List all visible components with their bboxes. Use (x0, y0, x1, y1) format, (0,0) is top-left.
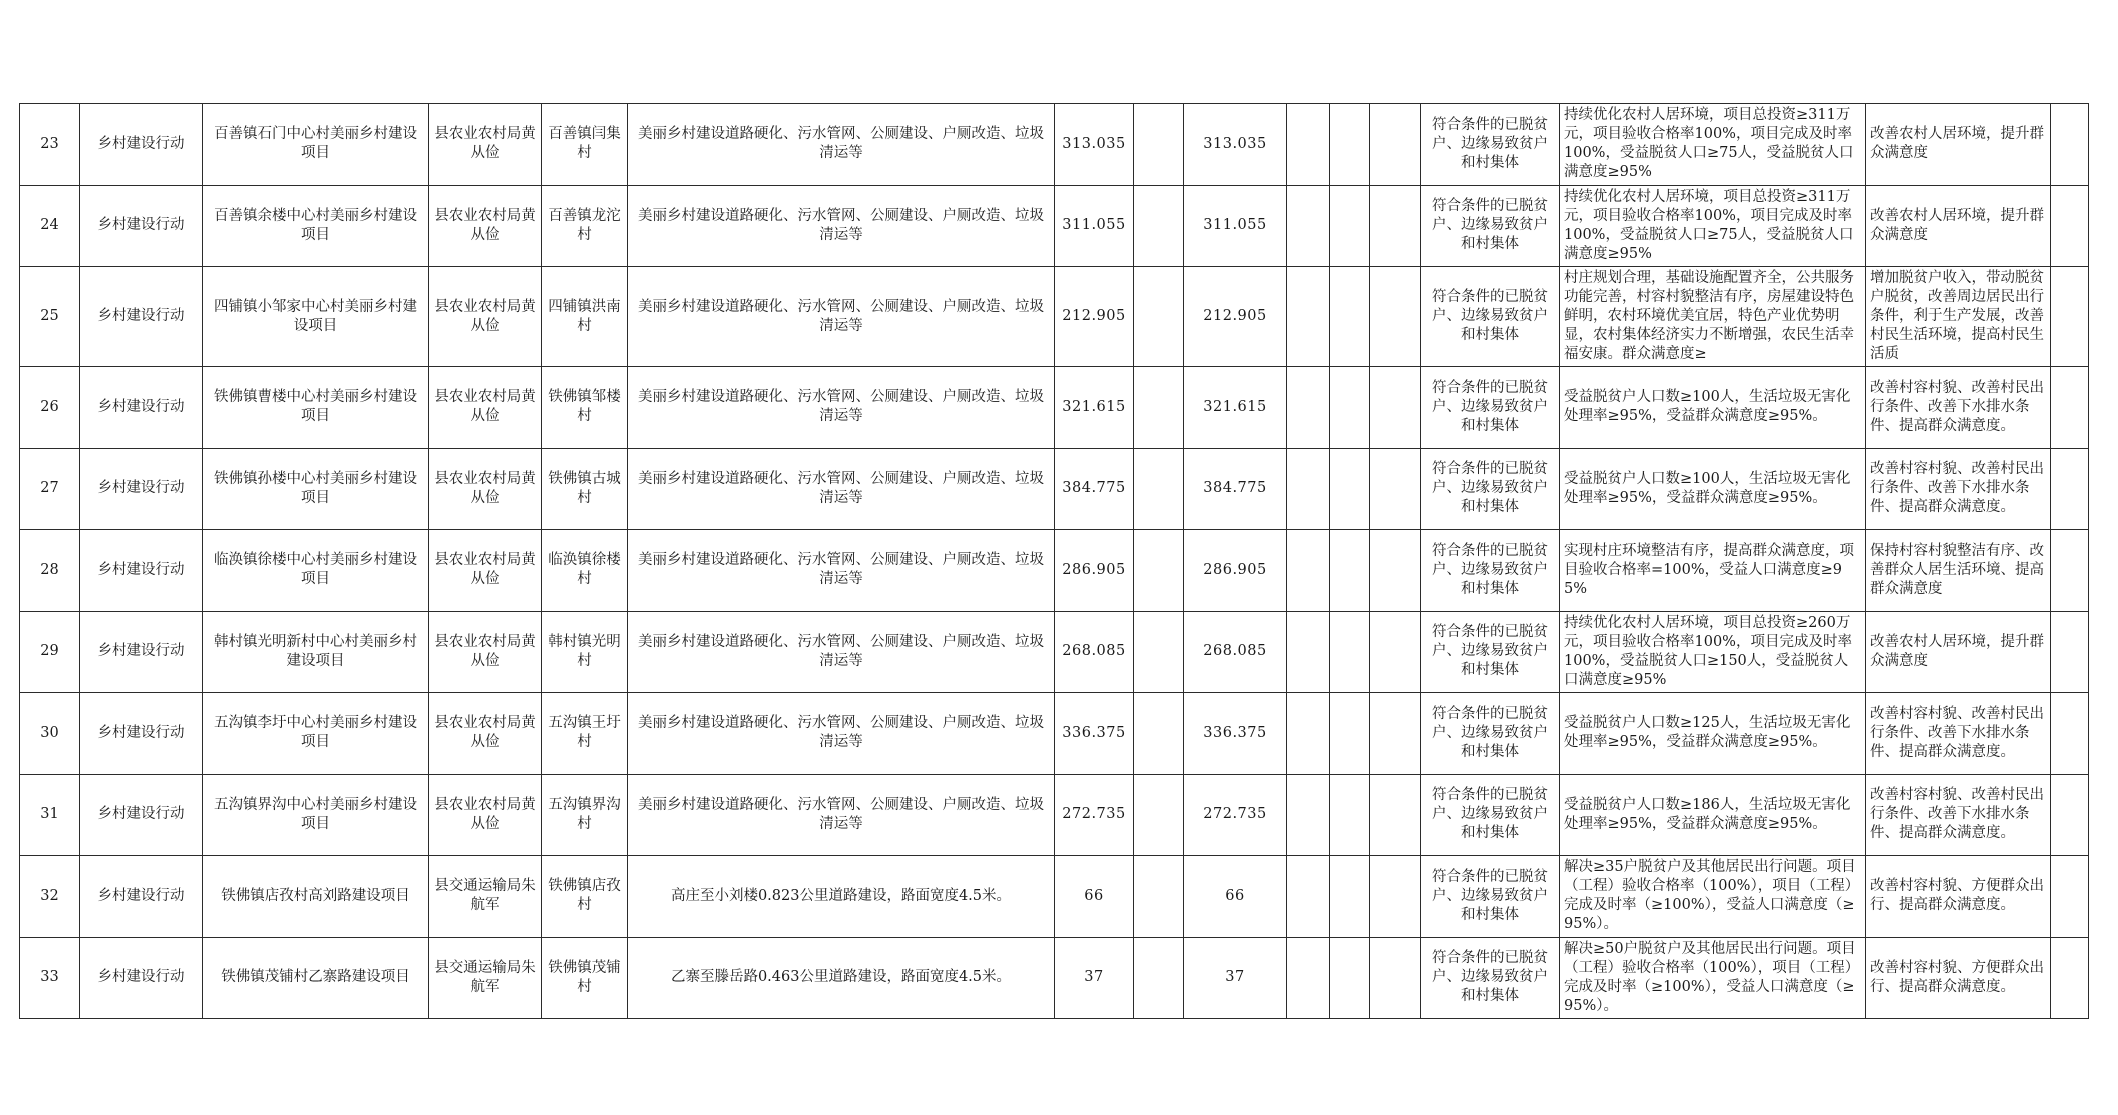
empty-cell (2051, 611, 2089, 693)
empty-cell (1287, 856, 1330, 938)
fund-amount: 37 (1184, 937, 1287, 1019)
construction-content: 美丽乡村建设道路硬化、污水管网、公厕建设、户厕改造、垃圾清运等 (628, 611, 1055, 693)
project-category: 乡村建设行动 (80, 185, 203, 267)
beneficiary-target: 符合条件的已脱贫户、边缘易致贫户和村集体 (1421, 693, 1560, 775)
responsible-unit: 县农业农村局黄从俭 (429, 774, 542, 856)
row-number: 24 (20, 185, 80, 267)
construction-content: 美丽乡村建设道路硬化、污水管网、公厕建设、户厕改造、垃圾清运等 (628, 267, 1055, 367)
project-location: 铁佛镇茂铺村 (542, 937, 628, 1019)
beneficiary-target: 符合条件的已脱贫户、边缘易致贫户和村集体 (1421, 856, 1560, 938)
benefit-mechanism: 改善村容村貌、改善村民出行条件、改善下水排水条件、提高群众满意度。 (1866, 774, 2051, 856)
project-location: 铁佛镇店孜村 (542, 856, 628, 938)
total-investment: 321.615 (1055, 367, 1134, 449)
project-table (19, 103, 2089, 1019)
project-category: 乡村建设行动 (80, 448, 203, 530)
empty-cell (1287, 367, 1330, 449)
responsible-unit: 县农业农村局黄从俭 (429, 367, 542, 449)
beneficiary-target: 符合条件的已脱贫户、边缘易致贫户和村集体 (1421, 267, 1560, 367)
row-number: 30 (20, 693, 80, 775)
construction-content: 美丽乡村建设道路硬化、污水管网、公厕建设、户厕改造、垃圾清运等 (628, 448, 1055, 530)
empty-cell (1134, 611, 1184, 693)
performance-target: 解决≥35户脱贫户及其他居民出行问题。项目（工程）验收合格率（100%），项目（工程）完成及时率（≥100%），受益人口满意度（≥95%）。 (1560, 856, 1866, 938)
table-row (20, 185, 2089, 267)
benefit-mechanism: 增加脱贫户收入，带动脱贫户脱贫，改善周边居民出行条件，利于生产发展，改善村民生活环境，提高村民生活质 (1866, 267, 2051, 367)
empty-cell (1287, 267, 1330, 367)
empty-cell (1287, 185, 1330, 267)
total-investment: 37 (1055, 937, 1134, 1019)
empty-cell (1370, 774, 1421, 856)
project-location: 四铺镇洪南村 (542, 267, 628, 367)
project-location: 临涣镇徐楼村 (542, 530, 628, 612)
project-name: 铁佛镇店孜村高刘路建设项目 (203, 856, 429, 938)
responsible-unit: 县农业农村局黄从俭 (429, 611, 542, 693)
row-number: 29 (20, 611, 80, 693)
project-name: 五沟镇界沟中心村美丽乡村建设项目 (203, 774, 429, 856)
empty-cell (1330, 530, 1370, 612)
empty-cell (1370, 185, 1421, 267)
total-investment: 286.905 (1055, 530, 1134, 612)
empty-cell (1287, 774, 1330, 856)
table-row (20, 856, 2089, 938)
empty-cell (1134, 693, 1184, 775)
project-category: 乡村建设行动 (80, 856, 203, 938)
empty-cell (1370, 693, 1421, 775)
responsible-unit: 县农业农村局黄从俭 (429, 104, 542, 186)
table-row (20, 530, 2089, 612)
project-category: 乡村建设行动 (80, 530, 203, 612)
empty-cell (2051, 104, 2089, 186)
project-category: 乡村建设行动 (80, 267, 203, 367)
row-number: 26 (20, 367, 80, 449)
project-category: 乡村建设行动 (80, 774, 203, 856)
empty-cell (1330, 448, 1370, 530)
benefit-mechanism: 改善村容村貌、改善村民出行条件、改善下水排水条件、提高群众满意度。 (1866, 367, 2051, 449)
table-row (20, 267, 2089, 367)
empty-cell (1134, 367, 1184, 449)
fund-amount: 336.375 (1184, 693, 1287, 775)
empty-cell (1370, 448, 1421, 530)
project-name: 四铺镇小邹家中心村美丽乡村建设项目 (203, 267, 429, 367)
table-row (20, 448, 2089, 530)
project-location: 百善镇闫集村 (542, 104, 628, 186)
empty-cell (1330, 267, 1370, 367)
construction-content: 乙寨至滕岳路0.463公里道路建设，路面宽度4.5米。 (628, 937, 1055, 1019)
fund-amount: 286.905 (1184, 530, 1287, 612)
empty-cell (2051, 367, 2089, 449)
construction-content: 美丽乡村建设道路硬化、污水管网、公厕建设、户厕改造、垃圾清运等 (628, 530, 1055, 612)
project-category: 乡村建设行动 (80, 611, 203, 693)
responsible-unit: 县交通运输局朱航军 (429, 856, 542, 938)
benefit-mechanism: 改善农村人居环境，提升群众满意度 (1866, 104, 2051, 186)
project-location: 韩村镇光明村 (542, 611, 628, 693)
benefit-mechanism: 保持村容村貌整洁有序、改善群众人居生活环境、提高群众满意度 (1866, 530, 2051, 612)
beneficiary-target: 符合条件的已脱贫户、边缘易致贫户和村集体 (1421, 104, 1560, 186)
empty-cell (1287, 448, 1330, 530)
project-name: 百善镇石门中心村美丽乡村建设项目 (203, 104, 429, 186)
responsible-unit: 县农业农村局黄从俭 (429, 530, 542, 612)
fund-amount: 313.035 (1184, 104, 1287, 186)
empty-cell (2051, 937, 2089, 1019)
benefit-mechanism: 改善村容村貌、方便群众出行、提高群众满意度。 (1866, 937, 2051, 1019)
performance-target: 受益脱贫户人口数≥100人，生活垃圾无害化处理率≥95%，受益群众满意度≥95%。 (1560, 367, 1866, 449)
empty-cell (1370, 856, 1421, 938)
construction-content: 高庄至小刘楼0.823公里道路建设，路面宽度4.5米。 (628, 856, 1055, 938)
beneficiary-target: 符合条件的已脱贫户、边缘易致贫户和村集体 (1421, 367, 1560, 449)
empty-cell (1370, 611, 1421, 693)
fund-amount: 311.055 (1184, 185, 1287, 267)
empty-cell (2051, 448, 2089, 530)
empty-cell (1134, 774, 1184, 856)
responsible-unit: 县交通运输局朱航军 (429, 937, 542, 1019)
empty-cell (1134, 448, 1184, 530)
beneficiary-target: 符合条件的已脱贫户、边缘易致贫户和村集体 (1421, 774, 1560, 856)
empty-cell (1330, 611, 1370, 693)
benefit-mechanism: 改善村容村貌、方便群众出行、提高群众满意度。 (1866, 856, 2051, 938)
fund-amount: 268.085 (1184, 611, 1287, 693)
total-investment: 212.905 (1055, 267, 1134, 367)
total-investment: 66 (1055, 856, 1134, 938)
empty-cell (1370, 104, 1421, 186)
table-row (20, 367, 2089, 449)
total-investment: 311.055 (1055, 185, 1134, 267)
empty-cell (1330, 367, 1370, 449)
beneficiary-target: 符合条件的已脱贫户、边缘易致贫户和村集体 (1421, 185, 1560, 267)
project-name: 铁佛镇孙楼中心村美丽乡村建设项目 (203, 448, 429, 530)
beneficiary-target: 符合条件的已脱贫户、边缘易致贫户和村集体 (1421, 937, 1560, 1019)
construction-content: 美丽乡村建设道路硬化、污水管网、公厕建设、户厕改造、垃圾清运等 (628, 367, 1055, 449)
total-investment: 336.375 (1055, 693, 1134, 775)
performance-target: 持续优化农村人居环境，项目总投资≥311万元，项目验收合格率100%，项目完成及时率100%，受益脱贫人口≥75人，受益脱贫人口满意度≥95% (1560, 185, 1866, 267)
project-location: 五沟镇王圩村 (542, 693, 628, 775)
row-number: 31 (20, 774, 80, 856)
performance-target: 受益脱贫户人口数≥125人，生活垃圾无害化处理率≥95%，受益群众满意度≥95%。 (1560, 693, 1866, 775)
table-row (20, 774, 2089, 856)
empty-cell (1134, 856, 1184, 938)
empty-cell (1134, 530, 1184, 612)
row-number: 33 (20, 937, 80, 1019)
empty-cell (1134, 267, 1184, 367)
row-number: 28 (20, 530, 80, 612)
empty-cell (1330, 693, 1370, 775)
project-name: 韩村镇光明新村中心村美丽乡村建设项目 (203, 611, 429, 693)
table-row (20, 693, 2089, 775)
fund-amount: 212.905 (1184, 267, 1287, 367)
fund-amount: 384.775 (1184, 448, 1287, 530)
table-row (20, 611, 2089, 693)
empty-cell (1287, 530, 1330, 612)
performance-target: 持续优化农村人居环境，项目总投资≥260万元，项目验收合格率100%，项目完成及时率100%，受益脱贫人口≥150人，受益脱贫人口满意度≥95% (1560, 611, 1866, 693)
total-investment: 268.085 (1055, 611, 1134, 693)
empty-cell (1287, 104, 1330, 186)
empty-cell (2051, 185, 2089, 267)
construction-content: 美丽乡村建设道路硬化、污水管网、公厕建设、户厕改造、垃圾清运等 (628, 185, 1055, 267)
project-name: 铁佛镇茂铺村乙寨路建设项目 (203, 937, 429, 1019)
empty-cell (2051, 530, 2089, 612)
project-name: 五沟镇李圩中心村美丽乡村建设项目 (203, 693, 429, 775)
empty-cell (1134, 185, 1184, 267)
row-number: 27 (20, 448, 80, 530)
project-location: 铁佛镇古城村 (542, 448, 628, 530)
empty-cell (1134, 937, 1184, 1019)
project-location: 百善镇龙沱村 (542, 185, 628, 267)
empty-cell (1287, 611, 1330, 693)
empty-cell (1287, 693, 1330, 775)
fund-amount: 272.735 (1184, 774, 1287, 856)
empty-cell (2051, 774, 2089, 856)
performance-target: 村庄规划合理，基础设施配置齐全，公共服务功能完善，村容村貌整洁有序，房屋建设特色鲜明，农村环境优美宜居，特色产业优势明显，农村集体经济实力不断增强，农民生活幸福安康。群众满意度≥ (1560, 267, 1866, 367)
responsible-unit: 县农业农村局黄从俭 (429, 448, 542, 530)
fund-amount: 321.615 (1184, 367, 1287, 449)
empty-cell (1370, 367, 1421, 449)
empty-cell (1330, 185, 1370, 267)
fund-amount: 66 (1184, 856, 1287, 938)
row-number: 23 (20, 104, 80, 186)
empty-cell (1330, 856, 1370, 938)
project-category: 乡村建设行动 (80, 104, 203, 186)
empty-cell (2051, 856, 2089, 938)
construction-content: 美丽乡村建设道路硬化、污水管网、公厕建设、户厕改造、垃圾清运等 (628, 104, 1055, 186)
empty-cell (1370, 937, 1421, 1019)
construction-content: 美丽乡村建设道路硬化、污水管网、公厕建设、户厕改造、垃圾清运等 (628, 774, 1055, 856)
performance-target: 受益脱贫户人口数≥186人，生活垃圾无害化处理率≥95%，受益群众满意度≥95%。 (1560, 774, 1866, 856)
performance-target: 持续优化农村人居环境，项目总投资≥311万元，项目验收合格率100%，项目完成及时率100%，受益脱贫人口≥75人，受益脱贫人口满意度≥95% (1560, 104, 1866, 186)
empty-cell (1134, 104, 1184, 186)
project-name: 铁佛镇曹楼中心村美丽乡村建设项目 (203, 367, 429, 449)
responsible-unit: 县农业农村局黄从俭 (429, 267, 542, 367)
table-row (20, 937, 2089, 1019)
row-number: 25 (20, 267, 80, 367)
beneficiary-target: 符合条件的已脱贫户、边缘易致贫户和村集体 (1421, 611, 1560, 693)
performance-target: 解决≥50户脱贫户及其他居民出行问题。项目（工程）验收合格率（100%），项目（工程）完成及时率（≥100%），受益人口满意度（≥95%）。 (1560, 937, 1866, 1019)
total-investment: 272.735 (1055, 774, 1134, 856)
empty-cell (1330, 774, 1370, 856)
performance-target: 受益脱贫户人口数≥100人，生活垃圾无害化处理率≥95%，受益群众满意度≥95%。 (1560, 448, 1866, 530)
empty-cell (1370, 530, 1421, 612)
project-name: 百善镇余楼中心村美丽乡村建设项目 (203, 185, 429, 267)
empty-cell (2051, 267, 2089, 367)
project-location: 五沟镇界沟村 (542, 774, 628, 856)
project-location: 铁佛镇邹楼村 (542, 367, 628, 449)
benefit-mechanism: 改善农村人居环境，提升群众满意度 (1866, 185, 2051, 267)
responsible-unit: 县农业农村局黄从俭 (429, 185, 542, 267)
performance-target: 实现村庄环境整洁有序，提高群众满意度，项目验收合格率=100%，受益人口满意度≥95% (1560, 530, 1866, 612)
table-row (20, 104, 2089, 186)
responsible-unit: 县农业农村局黄从俭 (429, 693, 542, 775)
benefit-mechanism: 改善村容村貌、改善村民出行条件、改善下水排水条件、提高群众满意度。 (1866, 448, 2051, 530)
construction-content: 美丽乡村建设道路硬化、污水管网、公厕建设、户厕改造、垃圾清运等 (628, 693, 1055, 775)
project-category: 乡村建设行动 (80, 937, 203, 1019)
total-investment: 313.035 (1055, 104, 1134, 186)
project-category: 乡村建设行动 (80, 693, 203, 775)
project-category: 乡村建设行动 (80, 367, 203, 449)
empty-cell (1330, 937, 1370, 1019)
project-name: 临涣镇徐楼中心村美丽乡村建设项目 (203, 530, 429, 612)
row-number: 32 (20, 856, 80, 938)
empty-cell (1330, 104, 1370, 186)
beneficiary-target: 符合条件的已脱贫户、边缘易致贫户和村集体 (1421, 448, 1560, 530)
empty-cell (1370, 267, 1421, 367)
empty-cell (2051, 693, 2089, 775)
total-investment: 384.775 (1055, 448, 1134, 530)
benefit-mechanism: 改善农村人居环境，提升群众满意度 (1866, 611, 2051, 693)
beneficiary-target: 符合条件的已脱贫户、边缘易致贫户和村集体 (1421, 530, 1560, 612)
empty-cell (1287, 937, 1330, 1019)
benefit-mechanism: 改善村容村貌、改善村民出行条件、改善下水排水条件、提高群众满意度。 (1866, 693, 2051, 775)
